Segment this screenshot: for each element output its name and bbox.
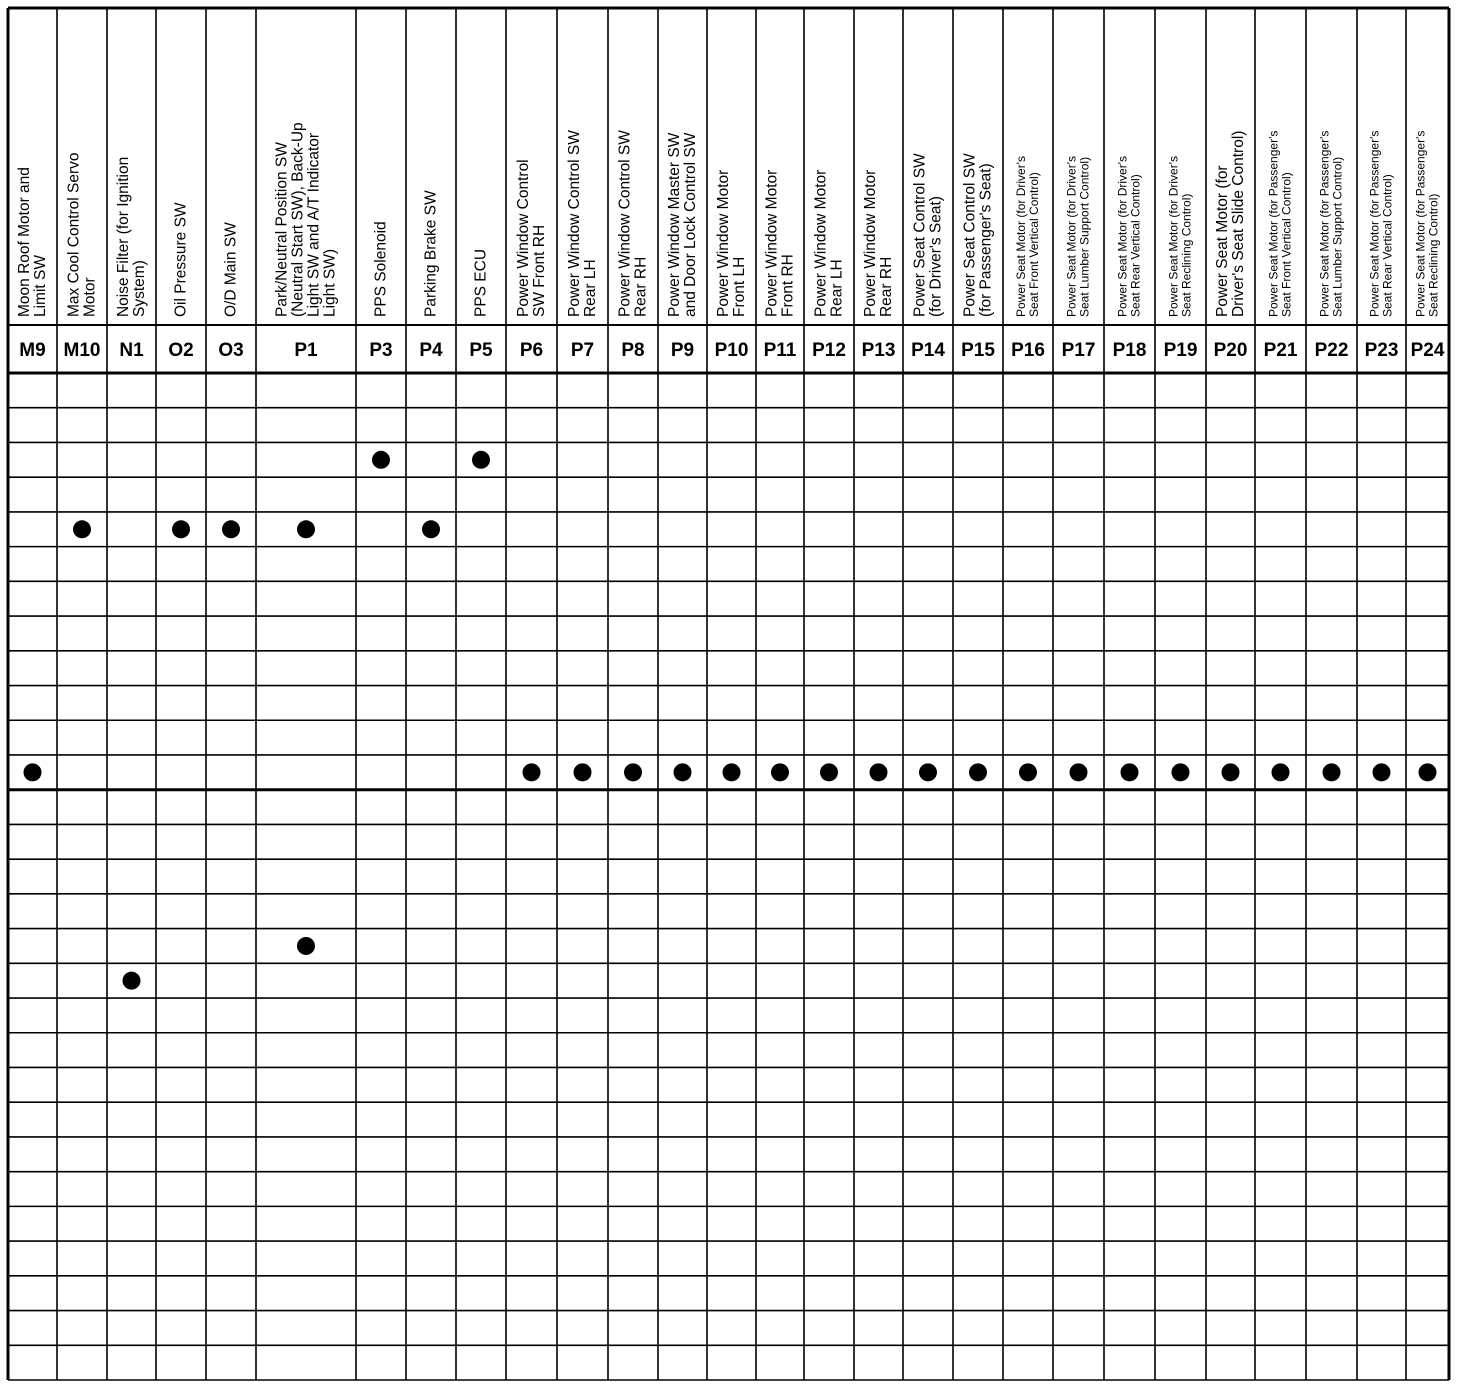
connector-code-p6: P6 [519, 340, 544, 361]
column-label-p23: Power Seat Motor (for Passenger's [1367, 130, 1382, 317]
column-label-p16: Seat Front Vertical Control) [1027, 172, 1042, 317]
connector-code-p24: P24 [1410, 340, 1445, 361]
dot-mark-p5 [472, 451, 490, 469]
column-label-o3: O/D Main SW [222, 222, 240, 317]
column-label-p23: Seat Rear Vertical Control) [1380, 174, 1395, 317]
column-label-p24: Seat Reclining Control) [1426, 193, 1441, 317]
connector-code-p16: P16 [1011, 340, 1045, 361]
column-label-p10: Front LH [730, 256, 748, 317]
dot-mark-p18 [1121, 763, 1139, 781]
connector-code-p8: P8 [621, 340, 645, 361]
column-label-p19: Power Seat Motor (for Driver's [1166, 156, 1181, 317]
connector-code-p15: P15 [961, 340, 995, 361]
dot-mark-o2 [172, 520, 190, 538]
dot-mark-p13 [870, 763, 888, 781]
connector-code-p4: P4 [419, 340, 443, 361]
dot-mark-p16 [1019, 763, 1037, 781]
column-label-p21: Power Seat Motor (for Passenger's [1266, 130, 1281, 317]
connector-code-p18: P18 [1112, 340, 1147, 361]
dot-mark-p19 [1172, 763, 1190, 781]
connector-code-p9: P9 [670, 340, 695, 361]
dot-mark-p11 [771, 763, 789, 781]
column-label-o2: Oil Pressure SW [172, 202, 190, 317]
column-label-m9: Limit SW [31, 255, 49, 317]
column-label-n1: Noise Filter (for Ignition [114, 156, 132, 317]
connector-code-m10: M10 [63, 340, 101, 361]
connector-code-p11: P11 [763, 340, 797, 361]
column-label-p22: Power Seat Motor (for Passenger's [1317, 130, 1332, 317]
column-label-p8: Power Window Control SW [616, 130, 634, 317]
connector-code-m9: M9 [19, 340, 46, 361]
connector-code-p7: P7 [570, 340, 595, 361]
column-label-p6: Power Window Control [514, 159, 532, 317]
dot-mark-m9 [24, 763, 42, 781]
dot-mark-p7 [574, 763, 592, 781]
dot-mark-p3 [372, 451, 390, 469]
connector-code-p14: P14 [911, 340, 945, 361]
connector-code-p21: P21 [1263, 340, 1298, 361]
connector-code-p22: P22 [1314, 340, 1349, 361]
column-label-p17: Seat Lumber Support Control) [1077, 156, 1092, 317]
connector-code-p3: P3 [369, 340, 393, 361]
connector-code-n1: N1 [119, 340, 144, 361]
column-label-p15: (for Passenger's Seat) [977, 163, 995, 317]
column-label-p1: (Neutral Start SW), Back-Up [289, 122, 307, 317]
column-label-p9: and Door Lock Control SW [681, 132, 699, 317]
dot-mark-p1 [297, 520, 315, 538]
dot-mark-p22 [1323, 763, 1341, 781]
column-label-p24: Power Seat Motor (for Passenger's [1413, 130, 1428, 317]
column-label-p22: Seat Lumber Support Control) [1330, 156, 1345, 317]
column-label-p20: Power Seat Motor (for [1213, 165, 1231, 317]
dot-mark-p10 [723, 763, 741, 781]
dot-mark-n1 [123, 972, 141, 990]
connector-code-p1: P1 [294, 340, 318, 361]
connector-code-p10: P10 [714, 340, 749, 361]
column-label-p8: Rear RH [632, 256, 650, 317]
column-label-p13: Power Window Motor [861, 169, 879, 317]
column-label-p21: Seat Front Vertical Control) [1279, 172, 1294, 317]
dot-mark-o3 [222, 520, 240, 538]
column-label-m9: Moon Roof Motor and [15, 167, 33, 317]
column-label-p14: Power Seat Control SW [911, 153, 929, 317]
dot-mark-p12 [820, 763, 838, 781]
column-label-p15: Power Seat Control SW [961, 153, 979, 317]
connector-code-p23: P23 [1364, 340, 1399, 361]
dot-mark-p20 [1222, 763, 1240, 781]
dot-mark-p9 [674, 763, 692, 781]
connector-code-o3: O3 [218, 340, 244, 361]
dot-mark-p24 [1419, 763, 1437, 781]
connector-code-p5: P5 [469, 340, 493, 361]
column-label-p16: Power Seat Motor (for Driver's [1014, 156, 1029, 317]
dot-mark-p14 [919, 763, 937, 781]
column-label-p1: Light SW) [321, 248, 339, 317]
column-label-p18: Seat Rear Vertical Control) [1128, 174, 1143, 317]
dot-mark-p4 [422, 520, 440, 538]
connector-code-o2: O2 [168, 340, 194, 361]
column-label-p18: Power Seat Motor (for Driver's [1115, 156, 1130, 317]
column-label-p5: PPS ECU [472, 248, 490, 317]
column-label-m10: Motor [81, 277, 99, 317]
column-label-p20: Driver's Seat Slide Control) [1229, 130, 1247, 317]
column-label-p12: Rear LH [828, 259, 846, 317]
column-label-p11: Front RH [779, 254, 797, 317]
column-label-n1: System) [130, 260, 148, 317]
connector-code-p20: P20 [1213, 340, 1248, 361]
column-label-p1: Park/Neutral Position SW [273, 142, 291, 317]
column-label-p1: Light SW and A/T Indicator [305, 132, 323, 317]
dot-mark-p17 [1070, 763, 1088, 781]
connector-code-p17: P17 [1061, 340, 1096, 361]
column-label-p17: Power Seat Motor (for Driver's [1064, 156, 1079, 317]
column-label-m10: Max Cool Control Servo [65, 152, 83, 317]
dot-mark-p21 [1272, 763, 1290, 781]
column-label-p11: Power Window Motor [763, 169, 781, 317]
column-label-p3: PPS Solenoid [372, 221, 390, 317]
column-label-p14: (for Driver's Seat) [927, 196, 945, 317]
connector-code-p12: P12 [812, 340, 846, 361]
column-label-p12: Power Window Motor [812, 169, 830, 317]
dot-mark-p15 [969, 763, 987, 781]
connector-code-p19: P19 [1163, 340, 1198, 361]
column-label-p7: Power Window Control SW [565, 130, 583, 317]
dot-mark-m10 [73, 520, 91, 538]
column-label-p6: SW Front RH [530, 224, 548, 317]
column-label-p7: Rear LH [581, 259, 599, 317]
column-label-p19: Seat Reclining Control) [1179, 193, 1194, 317]
dot-mark-p8 [624, 763, 642, 781]
column-label-p10: Power Window Motor [714, 169, 732, 317]
column-label-p13: Rear RH [877, 256, 895, 317]
column-label-p4: Parking Brake SW [422, 190, 440, 317]
dot-mark-p6 [523, 763, 541, 781]
dot-mark-p23 [1373, 763, 1391, 781]
connector-code-p13: P13 [861, 340, 896, 361]
column-label-p9: Power Window Master SW [665, 132, 683, 317]
dot-mark-p1 [297, 937, 315, 955]
